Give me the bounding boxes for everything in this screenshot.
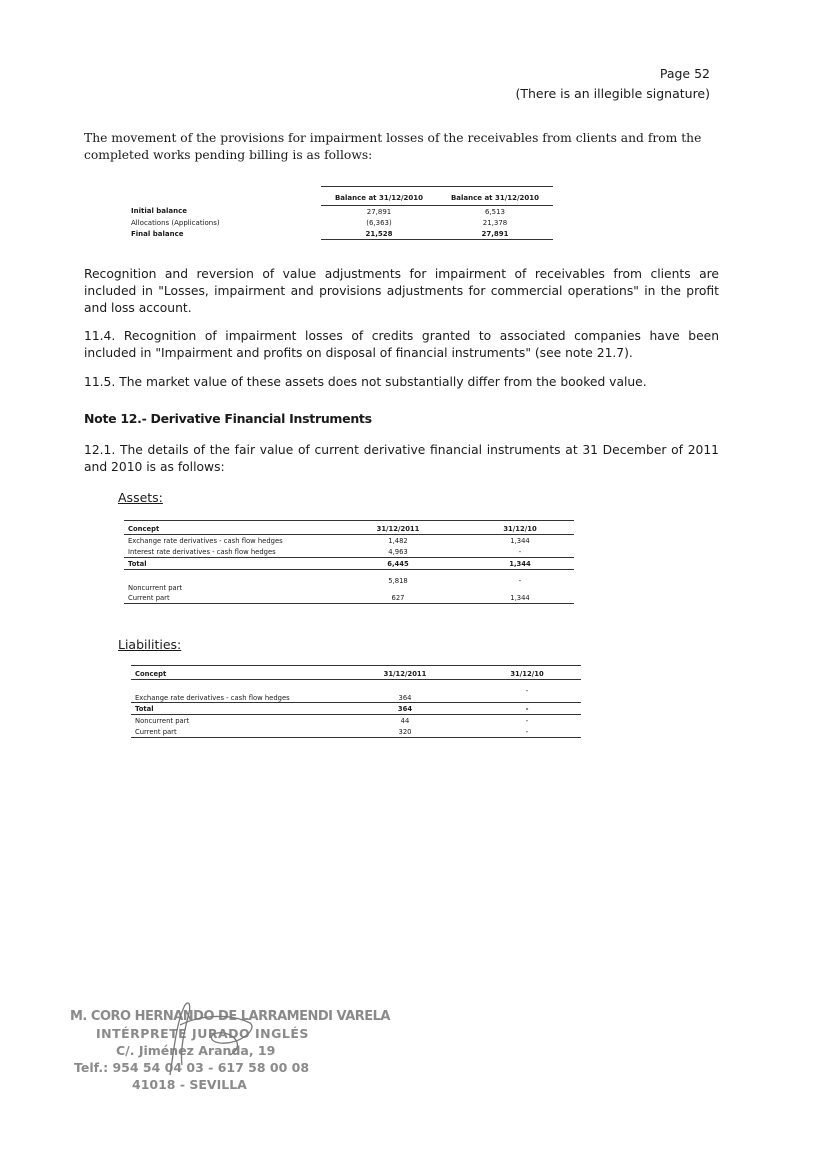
provisions-table xyxy=(127,186,553,240)
row-label: Final balance xyxy=(131,229,184,238)
cell-value: - xyxy=(466,546,574,558)
row-label: Noncurrent part xyxy=(128,584,183,592)
cell-value: 6,445 xyxy=(330,558,466,570)
table-header-row xyxy=(131,666,581,680)
recognition-paragraph: Recognition and reversion of value adjustments for impairment of receivables from clients are included in "Losses, impairment and provisions adjustments for commercial operations" in the profit and loss account. xyxy=(84,267,719,315)
cell-value: 27,891 xyxy=(437,228,553,240)
cell-value: 27,891 xyxy=(366,207,392,216)
cell-value: 364 xyxy=(337,680,473,703)
cell-value: 21,378 xyxy=(482,218,508,227)
header-cell: 31/12/10 xyxy=(473,666,581,680)
liabilities-label: Liabilities: xyxy=(118,637,182,652)
cell-value: 320 xyxy=(337,726,473,738)
cell-value: 364 xyxy=(337,703,473,715)
table-row xyxy=(131,703,581,715)
cell-value: 5,818 xyxy=(388,577,408,585)
header-cell: Concept xyxy=(124,521,330,535)
row-label: Exchange rate derivatives - cash flow hedges xyxy=(131,680,337,703)
paragraph-11-4: 11.4. Recognition of impairment losses of credits granted to associated companies have been included in "Impairment and profits on disposal of financial instruments" (see note 21.7). xyxy=(84,329,719,360)
cell-value: 21,528 xyxy=(321,228,437,240)
header-cell: Balance at 31/12/2010 xyxy=(321,187,437,206)
cell-value: 627 xyxy=(330,592,466,604)
page-number: Page 52 xyxy=(659,66,710,81)
header-cell: 31/12/2011 xyxy=(337,666,473,680)
header-cell: 31/12/10 xyxy=(466,521,574,535)
table-row xyxy=(124,558,574,570)
table-row xyxy=(124,570,574,593)
stamp-name: M. CORO HERNANDO DE LARRAMENDI VARELA xyxy=(70,1009,390,1024)
row-label: Noncurrent part xyxy=(135,716,190,725)
cell-value: 44 xyxy=(400,716,410,725)
cell-value: 1,344 xyxy=(466,592,574,604)
cell-value: 4,963 xyxy=(330,546,466,558)
table-header-row xyxy=(124,521,574,535)
cell-value: - xyxy=(473,726,581,738)
cell-value: - xyxy=(525,716,529,725)
liabilities-table xyxy=(131,665,581,738)
table-row xyxy=(127,206,553,218)
row-label: Interest rate derivatives - cash flow hedges xyxy=(124,546,330,558)
cell-value: 1,482 xyxy=(388,536,408,545)
table-header-row xyxy=(127,187,553,206)
header-cell: Concept xyxy=(131,666,337,680)
row-label: Allocations (Applications) xyxy=(131,218,220,227)
table-row xyxy=(124,535,574,547)
table-row xyxy=(124,592,574,604)
cell-value: - xyxy=(518,577,522,585)
header-cell: 31/12/2011 xyxy=(330,521,466,535)
stamp-title: INTÉRPRETE JURADO INGLÉS xyxy=(96,1026,309,1041)
header-cell xyxy=(127,187,321,206)
assets-label: Assets: xyxy=(118,490,163,505)
table-row xyxy=(127,228,553,240)
cell-value: (6,363) xyxy=(366,218,392,227)
cell-value: - xyxy=(473,703,581,715)
row-label: Current part xyxy=(131,726,337,738)
row-label: Exchange rate derivatives - cash flow hedges xyxy=(128,536,283,545)
stamp-phone: Telf.: 954 54 04 03 - 617 58 00 08 xyxy=(74,1060,310,1075)
stamp-address: C/. Jiménez Aranda, 19 xyxy=(116,1043,276,1058)
note-12-title: Note 12.- Derivative Financial Instruments xyxy=(84,411,372,426)
intro-paragraph: The movement of the provisions for impairment losses of the receivables from clients and from the completed works pending billing is as follows: xyxy=(84,131,702,162)
header-cell: Balance at 31/12/2010 xyxy=(437,187,553,206)
cell-value: 1,344 xyxy=(510,536,530,545)
row-label: Total xyxy=(124,558,330,570)
table-row xyxy=(131,726,581,738)
table-row xyxy=(131,680,581,703)
row-label: Initial balance xyxy=(131,207,188,216)
handwritten-signature xyxy=(140,995,270,1080)
table-row xyxy=(131,715,581,727)
cell-value: 6,513 xyxy=(484,207,506,216)
row-label: Current part xyxy=(124,592,330,604)
paragraph-11-5: 11.5. The market value of these assets does not substantially differ from the booked value. xyxy=(84,375,647,389)
cell-value: 1,344 xyxy=(466,558,574,570)
stamp-city: 41018 - SEVILLA xyxy=(132,1077,247,1092)
assets-table xyxy=(124,520,574,604)
row-label: Total xyxy=(131,703,337,715)
cell-value: - xyxy=(473,680,581,703)
table-row xyxy=(127,217,553,228)
paragraph-12-1: 12.1. The details of the fair value of current derivative financial instruments at 31 December of 2011 and 2010 is as follows: xyxy=(84,443,719,474)
signature-note: (There is an illegible signature) xyxy=(515,86,710,101)
table-row xyxy=(124,546,574,558)
